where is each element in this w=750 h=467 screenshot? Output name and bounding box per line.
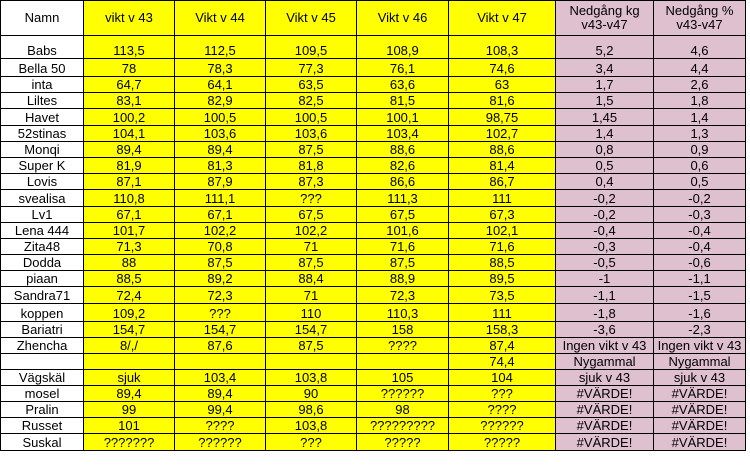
cell-v46[interactable]: 98: [357, 402, 449, 418]
cell-kg[interactable]: #VÄRDE!: [556, 434, 654, 451]
header-namn: Namn: [1, 1, 84, 36]
table-row: [1, 93, 746, 109]
cell-pct[interactable]: -0,2: [654, 190, 746, 207]
header-pct-line2: v43-v47: [676, 17, 723, 32]
cell-v46[interactable]: 105: [357, 370, 449, 386]
cell-v43[interactable]: ???????: [84, 434, 175, 451]
cell-v44[interactable]: 67,1: [175, 207, 266, 223]
cell-kg[interactable]: -0,2: [556, 207, 654, 223]
cell-v47[interactable]: 108,3: [449, 36, 556, 59]
cell-v44[interactable]: ???: [175, 304, 266, 322]
cell-v43[interactable]: 100,2: [84, 109, 175, 126]
header-kg-line1: Nedgång kg: [569, 3, 640, 18]
cell-v43[interactable]: 72,4: [84, 287, 175, 304]
cell-namn[interactable]: Havet: [1, 109, 84, 126]
cell-kg[interactable]: -1: [556, 271, 654, 287]
cell-v47[interactable]: 71,6: [449, 239, 556, 255]
cell-v43[interactable]: 89,4: [84, 386, 175, 402]
cell-pct[interactable]: 0,5: [654, 174, 746, 190]
cell-pct[interactable]: 0,9: [654, 142, 746, 158]
table-row: [1, 370, 746, 386]
cell-v46[interactable]: [357, 354, 449, 370]
cell-pct[interactable]: 1,4: [654, 109, 746, 126]
cell-v46[interactable]: 103,4: [357, 126, 449, 142]
cell-v44[interactable]: 82,9: [175, 93, 266, 109]
header-pct: [654, 1, 746, 36]
cell-pct[interactable]: -2,3: [654, 322, 746, 338]
cell-v47[interactable]: 111: [449, 190, 556, 207]
cell-namn[interactable]: koppen: [1, 304, 84, 322]
cell-v45[interactable]: 87,5: [266, 255, 357, 271]
cell-kg[interactable]: 1,5: [556, 93, 654, 109]
cell-v47[interactable]: 74,4: [449, 354, 556, 370]
table-row: [1, 158, 746, 174]
cell-v47[interactable]: 158,3: [449, 322, 556, 338]
cell-v47[interactable]: 102,1: [449, 223, 556, 239]
cell-v46[interactable]: 110,3: [357, 304, 449, 322]
header-v43: vikt v 43: [84, 1, 175, 36]
cell-v44[interactable]: 89,4: [175, 142, 266, 158]
table-row: [1, 126, 746, 142]
cell-v45[interactable]: 82,5: [266, 93, 357, 109]
cell-v43[interactable]: 81,9: [84, 158, 175, 174]
cell-v47[interactable]: 102,7: [449, 126, 556, 142]
cell-namn[interactable]: inta: [1, 77, 84, 93]
cell-kg[interactable]: 0,8: [556, 142, 654, 158]
cell-v44[interactable]: 72,3: [175, 287, 266, 304]
table-row: [1, 223, 746, 239]
cell-kg[interactable]: -3,6: [556, 322, 654, 338]
cell-pct[interactable]: 1,8: [654, 93, 746, 109]
cell-v43[interactable]: 89,4: [84, 142, 175, 158]
cell-v45[interactable]: 103,8: [266, 418, 357, 434]
cell-pct[interactable]: -0,3: [654, 207, 746, 223]
cell-v44[interactable]: 111,1: [175, 190, 266, 207]
cell-v44[interactable]: 87,5: [175, 255, 266, 271]
cell-pct[interactable]: #VÄRDE!: [654, 402, 746, 418]
cell-kg[interactable]: -0,4: [556, 223, 654, 239]
cell-v46[interactable]: 82,6: [357, 158, 449, 174]
table-row: [1, 354, 746, 370]
cell-v44[interactable]: 154,7: [175, 322, 266, 338]
cell-v45[interactable]: 71: [266, 287, 357, 304]
cell-v46[interactable]: 63,6: [357, 77, 449, 93]
cell-namn[interactable]: Zhencha: [1, 338, 84, 354]
cell-v44[interactable]: 103,6: [175, 126, 266, 142]
cell-pct[interactable]: sjuk v 43: [654, 370, 746, 386]
cell-v43[interactable]: 67,1: [84, 207, 175, 223]
cell-pct[interactable]: 4,6: [654, 36, 746, 59]
table-row: [1, 287, 746, 304]
cell-namn[interactable]: Pralin: [1, 402, 84, 418]
cell-namn[interactable]: Monqi: [1, 142, 84, 158]
table-row: [1, 190, 746, 207]
cell-namn[interactable]: [1, 354, 84, 370]
cell-kg[interactable]: -1,8: [556, 304, 654, 322]
cell-v45[interactable]: 109,5: [266, 36, 357, 59]
header-v44: Vikt v 44: [175, 1, 266, 36]
cell-v45[interactable]: 63,5: [266, 77, 357, 93]
header-kg: [556, 1, 654, 36]
cell-v45[interactable]: ???: [266, 190, 357, 207]
table-row: [1, 322, 746, 338]
header-v47: Vikt v 47: [449, 1, 556, 36]
cell-pct[interactable]: -0,4: [654, 239, 746, 255]
cell-v47[interactable]: 88,6: [449, 142, 556, 158]
cell-namn[interactable]: Sandra71: [1, 287, 84, 304]
cell-v44[interactable]: [175, 354, 266, 370]
cell-namn[interactable]: Dodda: [1, 255, 84, 271]
cell-v47[interactable]: 111: [449, 304, 556, 322]
cell-v47[interactable]: ??????: [449, 418, 556, 434]
cell-namn[interactable]: Suskal: [1, 434, 84, 451]
cell-namn[interactable]: Liltes: [1, 93, 84, 109]
cell-pct[interactable]: -1,5: [654, 287, 746, 304]
header-pct-line1: Nedgång %: [665, 3, 734, 18]
cell-kg[interactable]: sjuk v 43: [556, 370, 654, 386]
cell-v45[interactable]: 71: [266, 239, 357, 255]
cell-v46[interactable]: 108,9: [357, 36, 449, 59]
cell-kg[interactable]: Ingen vikt v 43: [556, 338, 654, 354]
cell-v44[interactable]: 102,2: [175, 223, 266, 239]
cell-v43[interactable]: 99: [84, 402, 175, 418]
cell-v47[interactable]: 89,5: [449, 271, 556, 287]
cell-kg[interactable]: 0,5: [556, 158, 654, 174]
cell-pct[interactable]: Nygammal: [654, 354, 746, 370]
cell-v45[interactable]: 103,6: [266, 126, 357, 142]
table-row: [1, 418, 746, 434]
cell-v44[interactable]: ??????: [175, 434, 266, 451]
cell-kg[interactable]: #VÄRDE!: [556, 418, 654, 434]
cell-v45[interactable]: 102,2: [266, 223, 357, 239]
cell-pct[interactable]: Ingen vikt v 43: [654, 338, 746, 354]
cell-namn[interactable]: Vägskäl: [1, 370, 84, 386]
cell-v45[interactable]: ???: [266, 434, 357, 451]
cell-v44[interactable]: 87,9: [175, 174, 266, 190]
cell-pct[interactable]: -1,6: [654, 304, 746, 322]
table-row: [1, 271, 746, 287]
header-kg-line2: v43-v47: [581, 17, 628, 32]
cell-namn[interactable]: Super K: [1, 158, 84, 174]
cell-v43[interactable]: 88,5: [84, 271, 175, 287]
cell-v44[interactable]: 64,1: [175, 77, 266, 93]
cell-v46[interactable]: 81,5: [357, 93, 449, 109]
cell-v46[interactable]: 88,9: [357, 271, 449, 287]
cell-namn[interactable]: Lv1: [1, 207, 84, 223]
cell-kg[interactable]: -0,5: [556, 255, 654, 271]
cell-v46[interactable]: 86,6: [357, 174, 449, 190]
cell-v45[interactable]: 87,5: [266, 338, 357, 354]
cell-pct[interactable]: #VÄRDE!: [654, 418, 746, 434]
cell-v47[interactable]: 86,7: [449, 174, 556, 190]
cell-v47[interactable]: 98,75: [449, 109, 556, 126]
cell-v44[interactable]: ????: [175, 418, 266, 434]
table-row: [1, 386, 746, 402]
cell-v44[interactable]: 70,8: [175, 239, 266, 255]
cell-v43[interactable]: 71,3: [84, 239, 175, 255]
cell-v44[interactable]: 78,3: [175, 59, 266, 77]
cell-pct[interactable]: #VÄRDE!: [654, 434, 746, 451]
cell-v43[interactable]: 78: [84, 59, 175, 77]
cell-namn[interactable]: mosel: [1, 386, 84, 402]
cell-v43[interactable]: 101,7: [84, 223, 175, 239]
cell-v44[interactable]: 87,6: [175, 338, 266, 354]
cell-kg[interactable]: #VÄRDE!: [556, 402, 654, 418]
cell-v47[interactable]: 87,4: [449, 338, 556, 354]
table-row: [1, 207, 746, 223]
cell-v44[interactable]: 112,5: [175, 36, 266, 59]
cell-v44[interactable]: 89,2: [175, 271, 266, 287]
table-row: [1, 304, 746, 322]
cell-v47[interactable]: ?????: [449, 434, 556, 451]
cell-v43[interactable]: 109,2: [84, 304, 175, 322]
cell-kg[interactable]: -0,3: [556, 239, 654, 255]
header-v45: Vikt v 45: [266, 1, 357, 36]
cell-namn[interactable]: Bariatri: [1, 322, 84, 338]
cell-v47[interactable]: 63: [449, 77, 556, 93]
cell-kg[interactable]: 5,2: [556, 36, 654, 59]
cell-v43[interactable]: 154,7: [84, 322, 175, 338]
cell-v45[interactable]: 87,5: [266, 142, 357, 158]
cell-v45[interactable]: 77,3: [266, 59, 357, 77]
cell-namn[interactable]: Bella 50: [1, 59, 84, 77]
cell-v45[interactable]: 110: [266, 304, 357, 322]
cell-v47[interactable]: 81,4: [449, 158, 556, 174]
cell-v43[interactable]: 113,5: [84, 36, 175, 59]
cell-v46[interactable]: 111,3: [357, 190, 449, 207]
table-body: [1, 36, 746, 451]
table-row: [1, 142, 746, 158]
cell-v45[interactable]: 98,6: [266, 402, 357, 418]
cell-v45[interactable]: 100,5: [266, 109, 357, 126]
header-v46: Vikt v 46: [357, 1, 449, 36]
cell-kg[interactable]: Nygammal: [556, 354, 654, 370]
cell-v46[interactable]: ??????: [357, 386, 449, 402]
cell-v43[interactable]: 64,7: [84, 77, 175, 93]
header-row: [1, 1, 746, 36]
cell-v45[interactable]: [266, 354, 357, 370]
cell-kg[interactable]: 1,45: [556, 109, 654, 126]
cell-pct[interactable]: 4,4: [654, 59, 746, 77]
cell-pct[interactable]: 2,6: [654, 77, 746, 93]
cell-pct[interactable]: 0,6: [654, 158, 746, 174]
cell-pct[interactable]: #VÄRDE!: [654, 386, 746, 402]
cell-v43[interactable]: 88: [84, 255, 175, 271]
cell-v44[interactable]: 81,3: [175, 158, 266, 174]
cell-v46[interactable]: ?????????: [357, 418, 449, 434]
cell-v43[interactable]: 110,8: [84, 190, 175, 207]
cell-v43[interactable]: 8/,/: [84, 338, 175, 354]
table-row: [1, 109, 746, 126]
cell-v47[interactable]: 104: [449, 370, 556, 386]
cell-v43[interactable]: [84, 354, 175, 370]
cell-v46[interactable]: 101,6: [357, 223, 449, 239]
table-row: [1, 174, 746, 190]
cell-v45[interactable]: 88,4: [266, 271, 357, 287]
cell-v47[interactable]: 81,6: [449, 93, 556, 109]
cell-v44[interactable]: 99,4: [175, 402, 266, 418]
cell-namn[interactable]: Zita48: [1, 239, 84, 255]
cell-v45[interactable]: 90: [266, 386, 357, 402]
cell-namn[interactable]: svealisa: [1, 190, 84, 207]
cell-v44[interactable]: 103,4: [175, 370, 266, 386]
cell-v45[interactable]: 67,5: [266, 207, 357, 223]
cell-kg[interactable]: 1,4: [556, 126, 654, 142]
cell-v44[interactable]: 89,4: [175, 386, 266, 402]
table-row: [1, 434, 746, 451]
cell-v43[interactable]: 83,1: [84, 93, 175, 109]
cell-v45[interactable]: 154,7: [266, 322, 357, 338]
cell-v43[interactable]: sjuk: [84, 370, 175, 386]
table-row: [1, 402, 746, 418]
cell-v44[interactable]: 100,5: [175, 109, 266, 126]
cell-v45[interactable]: 103,8: [266, 370, 357, 386]
cell-v46[interactable]: 158: [357, 322, 449, 338]
table-row: [1, 36, 746, 59]
cell-v46[interactable]: 67,5: [357, 207, 449, 223]
table-row: [1, 77, 746, 93]
cell-v46[interactable]: 71,6: [357, 239, 449, 255]
cell-pct[interactable]: -0,4: [654, 223, 746, 239]
cell-v47[interactable]: 73,5: [449, 287, 556, 304]
cell-v46[interactable]: 100,1: [357, 109, 449, 126]
cell-v47[interactable]: ???: [449, 386, 556, 402]
cell-kg[interactable]: -1,1: [556, 287, 654, 304]
table-row: [1, 338, 746, 354]
cell-v43[interactable]: 87,1: [84, 174, 175, 190]
cell-v46[interactable]: 76,1: [357, 59, 449, 77]
cell-kg[interactable]: 1,7: [556, 77, 654, 93]
cell-pct[interactable]: -0,6: [654, 255, 746, 271]
cell-v46[interactable]: ????: [357, 338, 449, 354]
cell-v46[interactable]: 88,6: [357, 142, 449, 158]
cell-namn[interactable]: piaan: [1, 271, 84, 287]
cell-v43[interactable]: 101: [84, 418, 175, 434]
cell-namn[interactable]: Russet: [1, 418, 84, 434]
cell-v47[interactable]: 67,3: [449, 207, 556, 223]
cell-kg[interactable]: #VÄRDE!: [556, 386, 654, 402]
cell-v45[interactable]: 87,3: [266, 174, 357, 190]
cell-namn[interactable]: 52stinas: [1, 126, 84, 142]
cell-kg[interactable]: 3,4: [556, 59, 654, 77]
cell-v45[interactable]: 81,8: [266, 158, 357, 174]
cell-v47[interactable]: ????: [449, 402, 556, 418]
cell-pct[interactable]: 1,3: [654, 126, 746, 142]
cell-v46[interactable]: 87,5: [357, 255, 449, 271]
cell-v46[interactable]: ?????: [357, 434, 449, 451]
cell-v43[interactable]: 104,1: [84, 126, 175, 142]
table-row: [1, 59, 746, 77]
cell-v47[interactable]: 88,5: [449, 255, 556, 271]
cell-kg[interactable]: 0,4: [556, 174, 654, 190]
table-row: [1, 255, 746, 271]
cell-v46[interactable]: 72,3: [357, 287, 449, 304]
cell-namn[interactable]: Babs: [1, 36, 84, 59]
cell-v47[interactable]: 74,6: [449, 59, 556, 77]
cell-namn[interactable]: Lovis: [1, 174, 84, 190]
cell-pct[interactable]: -1,1: [654, 271, 746, 287]
table-row: [1, 239, 746, 255]
cell-namn[interactable]: Lena 444: [1, 223, 84, 239]
cell-kg[interactable]: -0,2: [556, 190, 654, 207]
